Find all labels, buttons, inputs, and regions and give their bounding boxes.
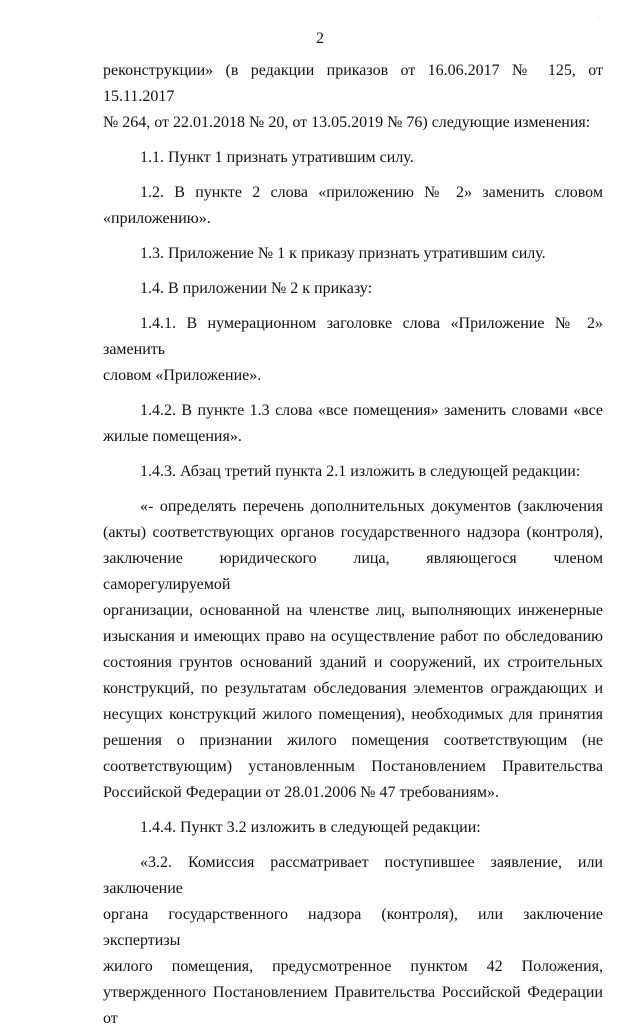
- clause-1-4-2: 1.4.2. В пункте 1.3 слова «все помещения» заменить словами «все: [140, 402, 603, 419]
- paragraph-line: органа государственного надзора (контроля), или заключение экспертизы: [103, 906, 603, 949]
- paragraph-line: состояния грунтов оснований зданий и сооружений, их строительных: [103, 654, 603, 671]
- paragraph-line: организации, основанной на членстве лиц, выполняющих инженерные: [103, 602, 603, 619]
- paragraph-line: жилые помещения».: [103, 428, 242, 445]
- paragraph-line: «приложению».: [103, 210, 211, 227]
- clause-1-2: 1.2. В пункте 2 слова «приложению № 2» заменить словом: [140, 184, 603, 201]
- paragraph-line: заключение юридического лица, являющегося членом саморегулируемой: [103, 550, 603, 593]
- paragraph-line: решения о признании жилого помещения соответствующим (не: [103, 732, 603, 749]
- scan-mark: ·: [597, 14, 600, 23]
- clause-1-4-3: 1.4.3. Абзац третий пункта 2.1 изложить в следующей редакции:: [140, 463, 581, 480]
- paragraph-line: реконструкции» (в редакции приказов от 16.06.2017 № 125, от 15.11.2017: [103, 62, 603, 105]
- paragraph-line: Российской Федерации от 28.01.2006 № 47 требованиям».: [103, 784, 499, 801]
- clause-1-4-1: 1.4.1. В нумерационном заголовке слова «Приложение № 2» заменить: [103, 315, 603, 358]
- clause-1-3: 1.3. Приложение № 1 к приказу признать утратившим силу.: [140, 245, 546, 262]
- quoted-paragraph: «3.2. Комиссия рассматривает поступившее заявление, или заключение: [103, 854, 603, 897]
- clause-1-1: 1.1. Пункт 1 признать утратившим силу.: [140, 149, 414, 166]
- paragraph-line: жилого помещения, предусмотренное пунктом 42 Положения,: [103, 958, 603, 975]
- paragraph-line: словом «Приложение».: [103, 367, 262, 384]
- paragraph-line: изыскания и имеющих право на осуществление работ по обследованию: [103, 628, 603, 645]
- paragraph-line: № 264, от 22.01.2018 № 20, от 13.05.2019 № 76) следующие изменения:: [103, 114, 591, 131]
- paragraph-line: (акты) соответствующих органов государственного надзора (контроля),: [103, 524, 603, 541]
- clause-1-4-4: 1.4.4. Пункт 3.2 изложить в следующей редакции:: [140, 819, 481, 836]
- paragraph-line: несущих конструкций жилого помещения), необходимых для принятия: [103, 706, 603, 723]
- page-number: 2: [316, 30, 324, 47]
- paragraph-line: конструкций, по результатам обследования элементов ограждающих и: [103, 680, 603, 697]
- paragraph-line: соответствующим) установленным Постановлением Правительства: [103, 758, 603, 775]
- clause-1-4: 1.4. В приложении № 2 к приказу:: [140, 280, 373, 297]
- paragraph-line: утвержденного Постановлением Правительства Российской Федерации от: [103, 984, 603, 1027]
- quoted-paragraph: «- определять перечень дополнительных документов (заключения: [140, 498, 603, 515]
- document-body: [103, 58, 603, 1032]
